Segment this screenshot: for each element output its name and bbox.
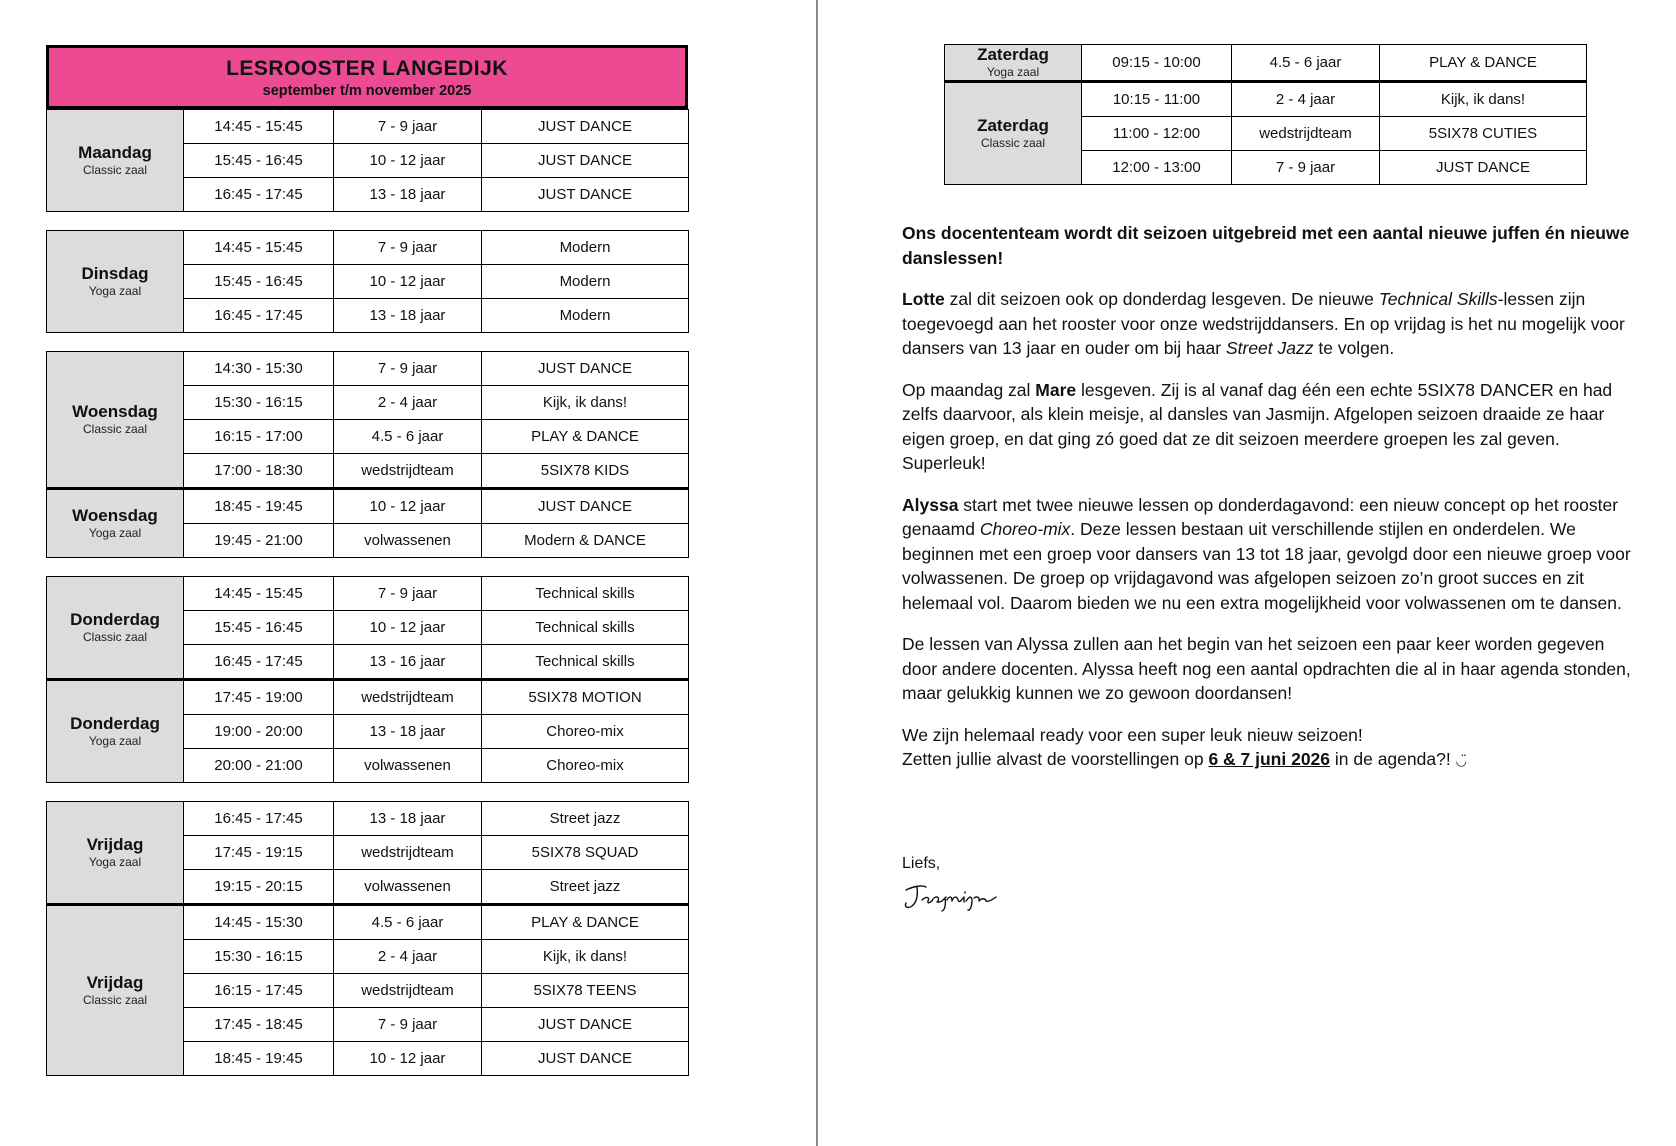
table-gap <box>46 212 688 230</box>
time-cell: 10:15 - 11:00 <box>1082 82 1232 117</box>
time-cell: 18:45 - 19:45 <box>184 489 334 524</box>
day-cell-woensdag-classic-zaal <box>47 352 184 489</box>
table-gap <box>46 333 688 351</box>
age-cell: 7 - 9 jaar <box>1232 151 1380 185</box>
class-cell: JUST DANCE <box>482 1008 689 1042</box>
letter-intro: Ons docententeam wordt dit seizoen uitgebreid met een aantal nieuwe juffen én nieuwe danslessen! <box>902 223 1630 268</box>
time-cell: 16:45 - 17:45 <box>184 299 334 333</box>
day-name: Zaterdag <box>977 116 1049 135</box>
age-cell: 7 - 9 jaar <box>334 577 482 611</box>
schedule-table <box>46 801 689 1076</box>
day-cell-vrijdag-yoga-zaal <box>47 802 184 905</box>
room-name: Yoga zaal <box>88 284 142 298</box>
lotte-em-technical: Technical Skills <box>1378 289 1498 309</box>
class-cell: JUST DANCE <box>482 489 689 524</box>
class-cell: 5SIX78 KIDS <box>482 454 689 489</box>
schedule-subtitle: september t/m november 2025 <box>262 83 472 99</box>
room-name: Yoga zaal <box>88 855 142 869</box>
time-cell: 15:45 - 16:45 <box>184 611 334 645</box>
letter-paragraph-lotte <box>902 287 1634 361</box>
day-name: Woensdag <box>72 506 158 525</box>
time-cell: 14:45 - 15:45 <box>184 110 334 144</box>
schedule-row <box>47 352 689 386</box>
signature-image <box>900 880 1010 914</box>
table-gap <box>46 558 688 576</box>
schedule-row <box>47 489 689 524</box>
schedule-table <box>46 576 689 783</box>
signoff: Liefs, <box>902 855 941 872</box>
age-cell: 10 - 12 jaar <box>334 265 482 299</box>
time-cell: 16:45 - 17:45 <box>184 645 334 680</box>
age-cell: 10 - 12 jaar <box>334 1042 482 1076</box>
day-cell-zaterdag-yoga-zaal <box>945 45 1082 82</box>
room-name: Yoga zaal <box>88 526 142 540</box>
room-name: Classic zaal <box>82 630 148 644</box>
class-cell: PLAY & DANCE <box>482 905 689 940</box>
time-cell: 19:15 - 20:15 <box>184 870 334 905</box>
schedule-right <box>944 44 1586 185</box>
class-cell: Technical skills <box>482 577 689 611</box>
time-cell: 17:45 - 19:00 <box>184 680 334 715</box>
alyssa-text-a: start met twee nieuwe lessen op donderdagavond: een nieuw concept op het rooster genaamd <box>902 494 1619 539</box>
closing-line-1: We zijn helemaal ready voor een super leuk nieuw seizoen! <box>902 724 1363 745</box>
schedule-row <box>47 110 689 144</box>
age-cell: 2 - 4 jaar <box>334 386 482 420</box>
class-cell: 5SIX78 CUTIES <box>1380 117 1587 151</box>
age-cell: volwassenen <box>334 749 482 783</box>
time-cell: 18:45 - 19:45 <box>184 1042 334 1076</box>
room-name: Classic zaal <box>82 163 148 177</box>
class-cell: Modern <box>482 231 689 265</box>
room-name: Classic zaal <box>980 136 1046 150</box>
alyssa-em-choreomix: Choreo-mix <box>979 519 1071 539</box>
time-cell: 14:45 - 15:30 <box>184 905 334 940</box>
smiley-icon: ◡̈ <box>1455 753 1467 768</box>
schedule-title: LESROOSTER LANGEDIJK <box>226 57 508 80</box>
day-name: Vrijdag <box>86 835 144 854</box>
page-divider <box>816 0 818 1146</box>
age-cell: 7 - 9 jaar <box>334 1008 482 1042</box>
age-cell: 13 - 18 jaar <box>334 299 482 333</box>
time-cell: 11:00 - 12:00 <box>1082 117 1232 151</box>
table-gap <box>46 783 688 801</box>
age-cell: volwassenen <box>334 870 482 905</box>
letter-paragraph-closing <box>902 723 1634 774</box>
class-cell: JUST DANCE <box>1380 151 1587 185</box>
day-cell-zaterdag-classic-zaal <box>945 82 1082 185</box>
class-cell: PLAY & DANCE <box>482 420 689 454</box>
time-cell: 19:45 - 21:00 <box>184 524 334 558</box>
name-mare: Mare <box>1035 379 1077 400</box>
age-cell: 2 - 4 jaar <box>1232 82 1380 117</box>
schedule-table <box>46 230 689 333</box>
time-cell: 16:45 - 17:45 <box>184 178 334 212</box>
mare-text-a: Op maandag zal <box>902 379 1036 400</box>
schedule-row <box>47 680 689 715</box>
age-cell: 7 - 9 jaar <box>334 231 482 265</box>
age-cell: 13 - 18 jaar <box>334 802 482 836</box>
schedule-row <box>945 82 1587 117</box>
schedule-row <box>945 45 1587 82</box>
day-name: Dinsdag <box>81 264 149 283</box>
room-name: Classic zaal <box>82 993 148 1007</box>
class-cell: 5SIX78 SQUAD <box>482 836 689 870</box>
time-cell: 09:15 - 10:00 <box>1082 45 1232 82</box>
performance-date: 6 & 7 juni 2026 <box>1208 749 1331 769</box>
room-name: Yoga zaal <box>88 734 142 748</box>
age-cell: wedstrijdteam <box>334 680 482 715</box>
room-name: Yoga zaal <box>986 65 1040 79</box>
schedule-table <box>944 44 1587 185</box>
day-name: Woensdag <box>72 402 158 421</box>
age-cell: wedstrijdteam <box>334 836 482 870</box>
time-cell: 19:00 - 20:00 <box>184 715 334 749</box>
day-name: Maandag <box>78 143 152 162</box>
day-name: Vrijdag <box>86 973 144 992</box>
class-cell: Choreo-mix <box>482 749 689 783</box>
age-cell: 4.5 - 6 jaar <box>334 905 482 940</box>
schedule-left <box>46 45 688 1076</box>
lotte-em-streetjazz: Street Jazz <box>1225 338 1314 358</box>
mare-text-b: lesgeven. Zij is al vanaf dag één een echte 5SIX78 DANCER en had zelfs daarvoor, als klein meisje, al dansles van Jasmijn. Afgelopen seizoen draaide ze haar eigen groep, en dat ging zó goed dat ze dit seizoen meerdere groepen les zal geven. Superleuk! <box>902 379 1613 473</box>
class-cell: 5SIX78 TEENS <box>482 974 689 1008</box>
time-cell: 14:45 - 15:45 <box>184 577 334 611</box>
age-cell: 4.5 - 6 jaar <box>334 420 482 454</box>
class-cell: Choreo-mix <box>482 715 689 749</box>
schedule-header <box>46 45 688 109</box>
day-cell-donderdag-classic-zaal <box>47 577 184 680</box>
time-cell: 14:45 - 15:45 <box>184 231 334 265</box>
day-cell-donderdag-yoga-zaal <box>47 680 184 783</box>
age-cell: 10 - 12 jaar <box>334 144 482 178</box>
class-cell: Kijk, ik dans! <box>482 386 689 420</box>
age-cell: 13 - 18 jaar <box>334 715 482 749</box>
schedule-table <box>46 351 689 558</box>
class-cell: Technical skills <box>482 611 689 645</box>
time-cell: 15:45 - 16:45 <box>184 144 334 178</box>
room-name: Classic zaal <box>82 422 148 436</box>
closing-text-b: in de agenda?! <box>1330 749 1456 769</box>
time-cell: 15:30 - 16:15 <box>184 386 334 420</box>
class-cell: Street jazz <box>482 802 689 836</box>
letter-body <box>902 221 1634 791</box>
time-cell: 14:30 - 15:30 <box>184 352 334 386</box>
letter-paragraph-alyssa <box>902 493 1634 616</box>
lotte-text-b: -lessen zijn toegevoegd aan het rooster voor onze wedstrijddansers. En op vrijdag is het nu mogelijk voor dansers van 13 jaar en ouder om bij haar <box>902 289 1625 358</box>
time-cell: 17:45 - 18:45 <box>184 1008 334 1042</box>
time-cell: 16:15 - 17:00 <box>184 420 334 454</box>
class-cell: JUST DANCE <box>482 110 689 144</box>
day-cell-maandag-classic-zaal <box>47 110 184 212</box>
age-cell: 10 - 12 jaar <box>334 611 482 645</box>
class-cell: Modern & DANCE <box>482 524 689 558</box>
day-name: Donderdag <box>70 610 160 629</box>
class-cell: Street jazz <box>482 870 689 905</box>
class-cell: JUST DANCE <box>482 352 689 386</box>
alyssa-text-b: . Deze lessen bestaan uit verschillende stijlen en onderdelen. We beginnen met een groep voor dansers van 13 tot 18 jaar, gevolgd door een nieuwe groep voor volwassenen. De groep op vrijdagavond was afgelopen seizoen zo’n groot succes en zit helemaal vol. Daarom bieden we nu een extra mogelijkheid voor volwassenen om te dansen. <box>902 519 1631 613</box>
time-cell: 17:45 - 19:15 <box>184 836 334 870</box>
time-cell: 15:30 - 16:15 <box>184 940 334 974</box>
age-cell: wedstrijdteam <box>334 974 482 1008</box>
age-cell: 2 - 4 jaar <box>334 940 482 974</box>
time-cell: 12:00 - 13:00 <box>1082 151 1232 185</box>
name-alyssa: Alyssa <box>902 494 959 515</box>
day-cell-vrijdag-classic-zaal <box>47 905 184 1076</box>
day-name: Donderdag <box>70 714 160 733</box>
closing-text-a: Zetten jullie alvast de voorstellingen op <box>902 749 1209 769</box>
age-cell: 13 - 18 jaar <box>334 178 482 212</box>
class-cell: 5SIX78 MOTION <box>482 680 689 715</box>
letter-paragraph-mare <box>902 378 1634 476</box>
lotte-text-c: te volgen. <box>1313 338 1395 358</box>
schedule-row <box>47 231 689 265</box>
time-cell: 16:45 - 17:45 <box>184 802 334 836</box>
age-cell: 7 - 9 jaar <box>334 110 482 144</box>
schedule-row <box>47 577 689 611</box>
schedule-tables <box>46 109 688 1076</box>
day-cell-woensdag-yoga-zaal <box>47 489 184 558</box>
class-cell: JUST DANCE <box>482 144 689 178</box>
time-cell: 20:00 - 21:00 <box>184 749 334 783</box>
class-cell: JUST DANCE <box>482 1042 689 1076</box>
name-lotte: Lotte <box>902 289 945 309</box>
age-cell: 4.5 - 6 jaar <box>1232 45 1380 82</box>
time-cell: 17:00 - 18:30 <box>184 454 334 489</box>
day-name: Zaterdag <box>977 45 1049 64</box>
time-cell: 16:15 - 17:45 <box>184 974 334 1008</box>
schedule-row <box>47 905 689 940</box>
letter-paragraph-replacement: De lessen van Alyssa zullen aan het begin van het seizoen een paar keer worden gegeven door andere docenten. Alyssa heeft nog een aantal opdrachten die al in haar agenda stonden, maar gelukkig kunnen we zo gewoon doordansen! <box>902 634 1631 703</box>
age-cell: 10 - 12 jaar <box>334 489 482 524</box>
age-cell: 7 - 9 jaar <box>334 352 482 386</box>
time-cell: 15:45 - 16:45 <box>184 265 334 299</box>
age-cell: volwassenen <box>334 524 482 558</box>
class-cell: JUST DANCE <box>482 178 689 212</box>
schedule-table <box>46 109 689 212</box>
schedule-row <box>47 802 689 836</box>
class-cell: Kijk, ik dans! <box>482 940 689 974</box>
lotte-text-a: zal dit seizoen ook op donderdag lesgeven. De nieuwe <box>944 289 1379 309</box>
day-cell-dinsdag-yoga-zaal <box>47 231 184 333</box>
class-cell: Kijk, ik dans! <box>1380 82 1587 117</box>
class-cell: Modern <box>482 265 689 299</box>
class-cell: PLAY & DANCE <box>1380 45 1587 82</box>
class-cell: Technical skills <box>482 645 689 680</box>
class-cell: Modern <box>482 299 689 333</box>
age-cell: wedstrijdteam <box>334 454 482 489</box>
age-cell: wedstrijdteam <box>1232 117 1380 151</box>
age-cell: 13 - 16 jaar <box>334 645 482 680</box>
